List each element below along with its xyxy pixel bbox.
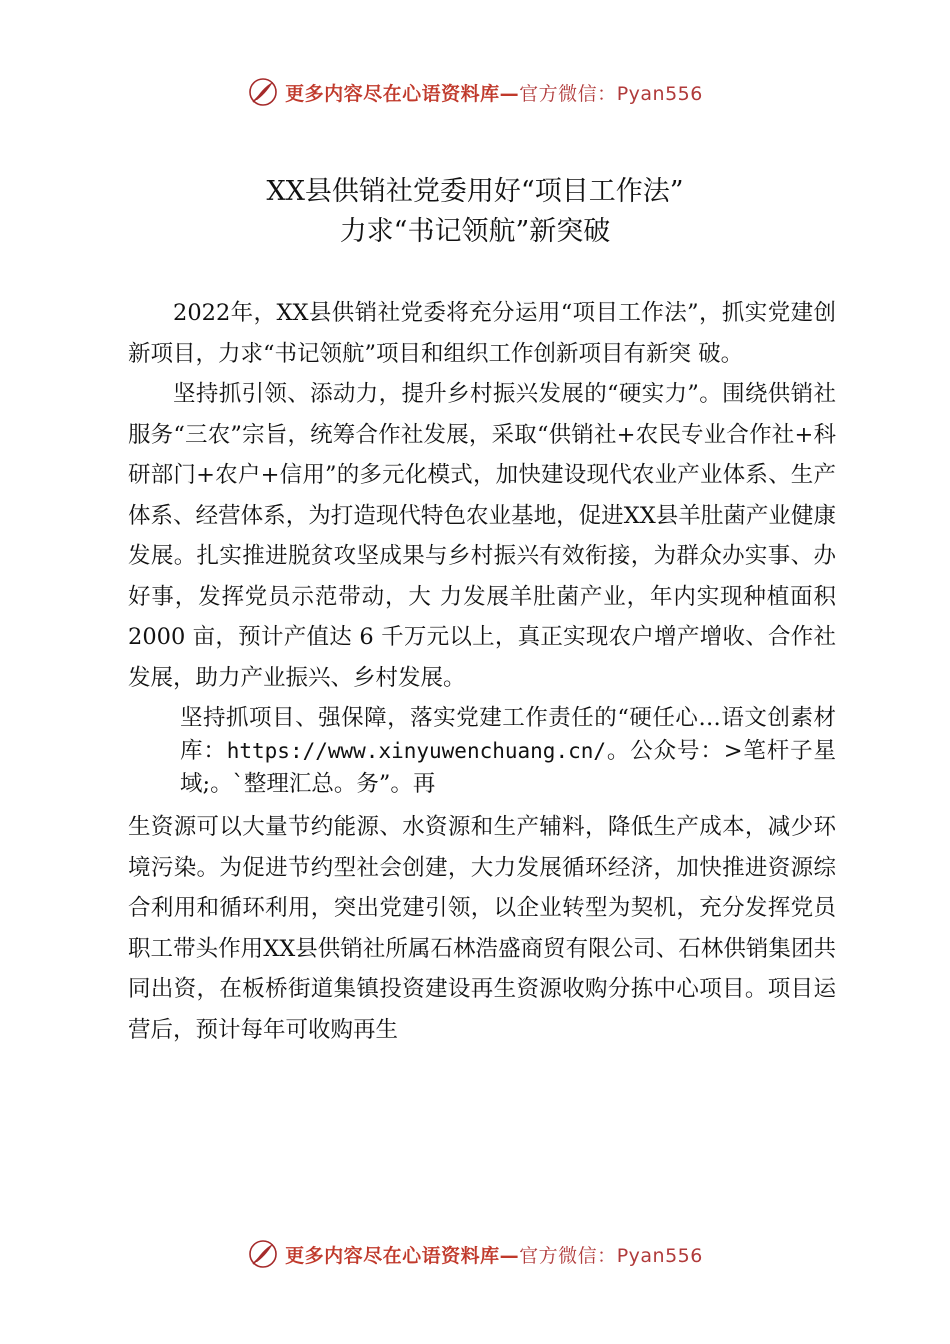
banner-wechat-id: Pyan556 — [616, 82, 703, 105]
paragraph-1: 2022年，XX县供销社党委将充分运用“项目工作法”，抓实党建创新项目，力求“书记领航”项目和组织工作创新项目有新突 破。 — [128, 300, 836, 367]
footer-banner-wechat-label: 官方微信： — [519, 1244, 617, 1267]
title-line-2: 力求“书记领航”新突破 — [339, 216, 611, 247]
footer-banner — [0, 1232, 950, 1276]
footer-banner-text — [285, 1241, 703, 1268]
footer-banner-wechat-id: Pyan556 — [616, 1244, 703, 1267]
banner-main-text: 更多内容尽在心语资料库— — [285, 82, 520, 105]
banner-wechat-label: 官方微信： — [519, 82, 617, 105]
banner-text — [285, 79, 703, 106]
document-body — [128, 293, 836, 1050]
paragraph-3-part-a: 坚持抓项目、强保障，落实党建工作责任的“硬任心…语文创素材库： — [180, 705, 836, 764]
quill-pen-logo-icon — [247, 1238, 279, 1270]
document-title — [0, 172, 950, 252]
paragraph-3 — [128, 702, 836, 801]
quill-pen-logo-icon — [247, 76, 279, 108]
title-line-1: XX县供销社党委用好“项目工作法” — [266, 176, 684, 207]
paragraph-4: 生资源可以大量节约能源、水资源和生产辅料，降低生产成本，减少环境污染。为促进节约型社会创建，大力发展循环经济，加快推进资源综合利用和循环利用，突出党建引领，以企业转型为契机，充分发挥党员职工带头作用XX县供销社所属石林浩盛商贸有限公司、石林供销集团共同出资，在板桥街道集镇投资建设再生资源收购分拣中心项目。项目运营后，预计每年可收购再生 — [128, 814, 836, 1043]
footer-banner-main-text: 更多内容尽在心语资料库— — [285, 1244, 520, 1267]
paragraph-3-url: https://www.xinyuwenchuang.cn/ — [226, 739, 607, 763]
header-banner — [0, 70, 950, 114]
paragraph-2: 坚持抓引领、添动力，提升乡村振兴发展的“硬实力”。围绕供销社服务“三农”宗旨，统筹合作社发展，采取“供销社+农民专业合作社+科研部门+农户+信用”的多元化模式，加快建设现代农业产业体系、生产体系、经营体系，为打造现代特色农业基地，促进XX县羊肚菌产业健康发展。扎实推进脱贫攻坚成果与乡村振兴有效衔接，为群众办实事、办好事，发挥党员示范带动，大 力发展羊肚菌产业，年内实现种植面积 2000 亩，预计产值达 6 千万元以上，真正实现农户增产增收、合作社发展，助力产业振兴、乡村发展。 — [128, 381, 836, 691]
paragraph-3-part-b: 。公众号：>笔杆子星域;。`整理汇总。务”。再 — [180, 738, 836, 797]
